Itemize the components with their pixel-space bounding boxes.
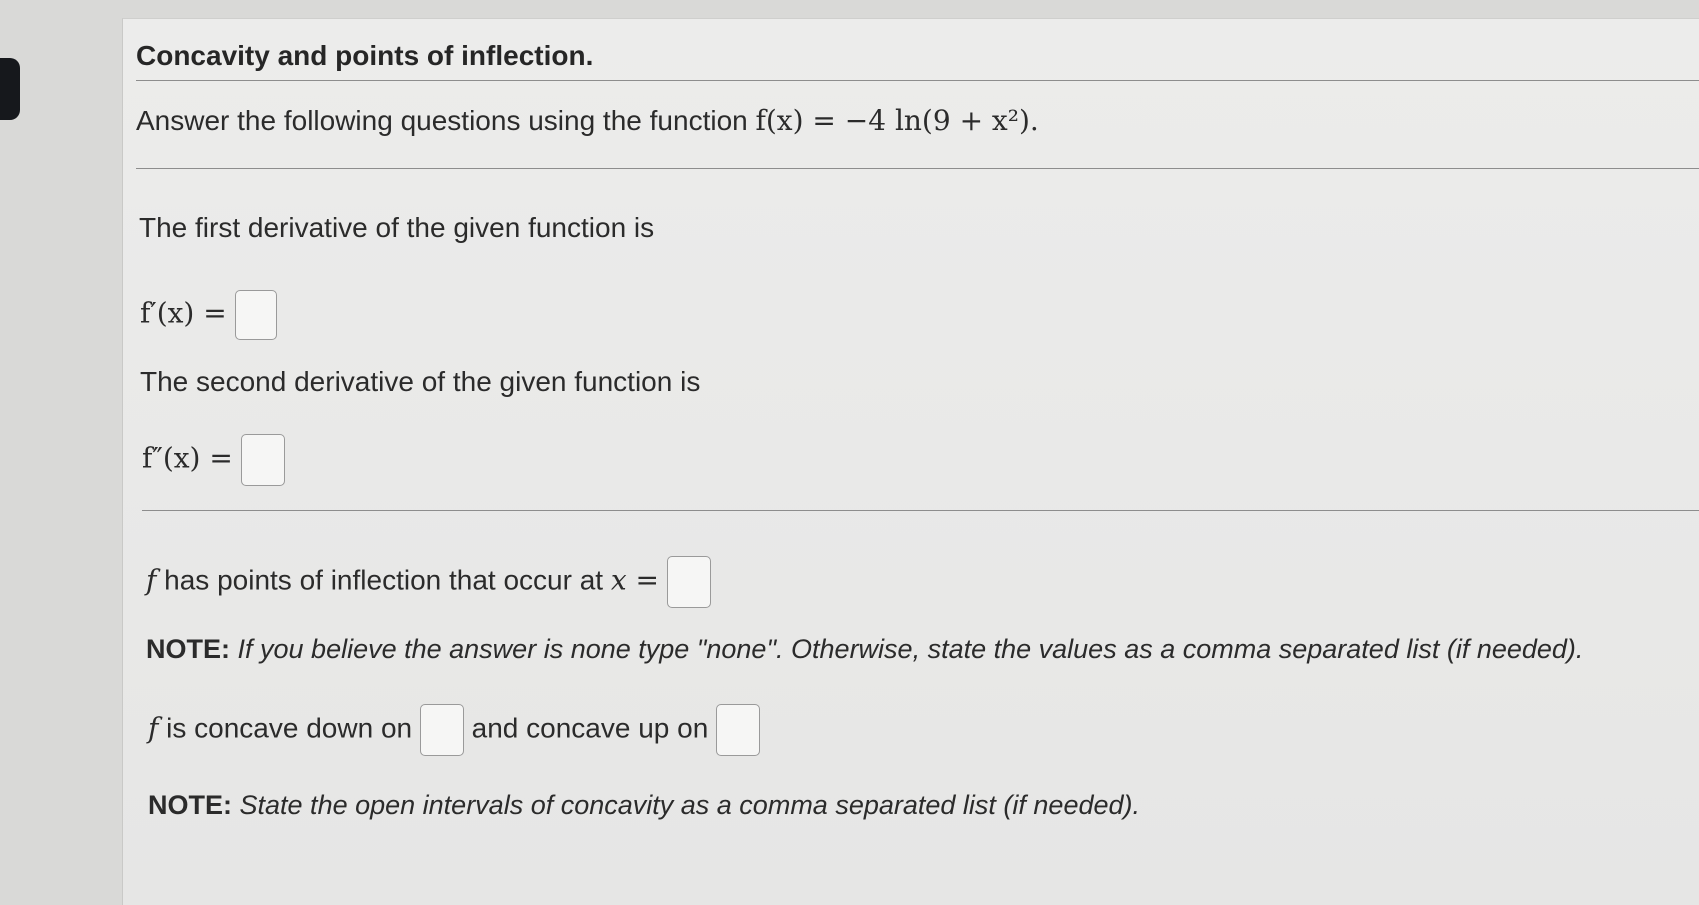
concavity-row <box>148 704 760 756</box>
intro-text: Answer the following questions using the function <box>136 105 748 136</box>
concavity-note-text: State the open intervals of concavity as a comma separated list (if needed). <box>239 790 1140 820</box>
concave-up-input[interactable] <box>716 704 760 756</box>
inflection-text: has points of inflection that occur at <box>164 564 604 596</box>
inflection-f: f <box>146 563 157 597</box>
title-divider <box>136 80 1699 81</box>
inflection-input[interactable] <box>667 556 711 608</box>
inflection-note <box>146 634 1583 665</box>
function-expression: f(x) = −4 ln(9 + x²). <box>755 104 1039 137</box>
first-derivative-prompt: The first derivative of the given function is <box>139 212 655 243</box>
second-derivative-row <box>142 434 285 486</box>
second-derivative-prompt: The second derivative of the given function is <box>140 366 701 397</box>
concavity-note <box>148 790 1140 821</box>
question-panel <box>122 18 1699 905</box>
page-title: Concavity and points of inflection. <box>136 40 594 71</box>
inflection-note-label: NOTE: <box>146 634 230 664</box>
side-tab-handle[interactable] <box>0 58 20 120</box>
concave-up-text: and concave up on <box>471 712 709 744</box>
concave-down-text: is concave down on <box>166 712 413 744</box>
second-derivative-input[interactable] <box>241 434 285 486</box>
first-derivative-input[interactable] <box>235 290 277 340</box>
inflection-row <box>146 556 711 608</box>
first-derivative-label: f′(x) = <box>140 296 227 330</box>
concavity-f: f <box>148 711 159 745</box>
concave-down-input[interactable] <box>420 704 464 756</box>
concavity-note-label: NOTE: <box>148 790 232 820</box>
inflection-var: x = <box>610 563 660 597</box>
intro-line <box>136 104 1039 137</box>
intro-divider <box>136 168 1699 169</box>
section-divider <box>142 510 1699 511</box>
second-derivative-label: f″(x) = <box>142 441 233 475</box>
inflection-note-text: If you believe the answer is none type "none". Otherwise, state the values as a comma separated list (if needed). <box>237 634 1584 664</box>
first-derivative-row <box>140 290 277 340</box>
